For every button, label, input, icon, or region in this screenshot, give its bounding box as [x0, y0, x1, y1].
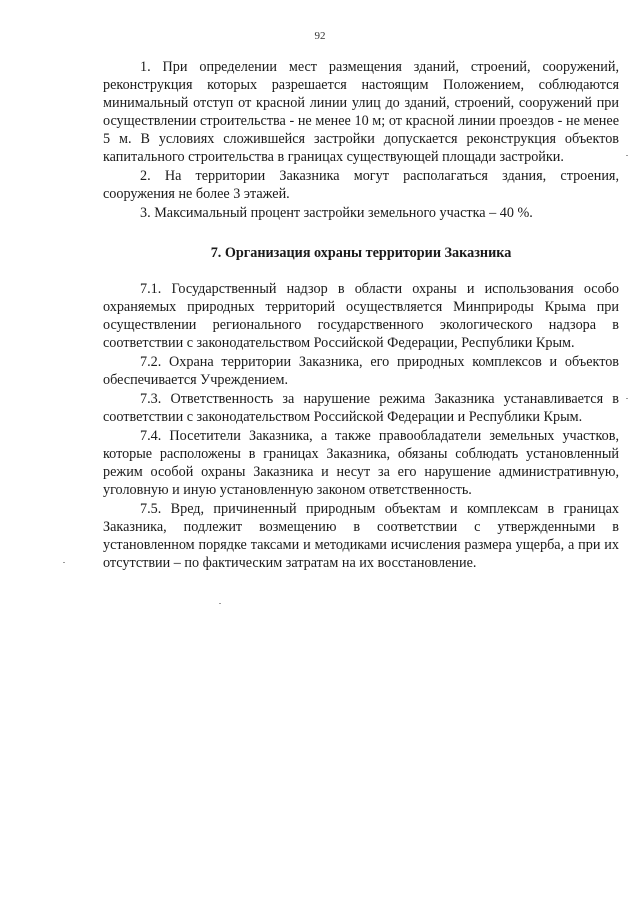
- section-heading: 7. Организация охраны территории Заказника: [210, 245, 512, 261]
- paragraph-7-1: 7.1. Государственный надзор в области охраны и использования особо охраняемых природных территорий осуществляется Минприроды Крыма при осуществлении регионального государственного экологического надзора в соответствии с законодательством Российской Федерации, Республики Крым.: [103, 281, 619, 351]
- document-body: [103, 58, 619, 573]
- paragraph-7-4: 7.4. Посетители Заказника, а также правообладатели земельных участков, которые расположены в границах Заказника, обязаны соблюдать установленный режим особой охраны Заказника и несут за его нарушение административную, уголовную и иную установленную законом ответственность.: [103, 428, 619, 498]
- paragraph-7-2: 7.2. Охрана территории Заказника, его природных комплексов и объектов обеспечивается Учреждением.: [103, 354, 619, 388]
- page-number: 92: [314, 30, 326, 42]
- paragraph-2: 2. На территории Заказника могут располагаться здания, строения, сооружения не более 3 этажей.: [103, 168, 619, 202]
- paragraph-7-3: 7.3. Ответственность за нарушение режима Заказника устанавливается в соответствии с законодательством Российской Федерации и Республики Крым.: [103, 391, 619, 425]
- paragraph-3: 3. Максимальный процент застройки земельного участка – 40 %.: [140, 205, 533, 221]
- scan-speck: [63, 562, 65, 563]
- scan-speck: [219, 603, 221, 604]
- paragraph-1: 1. При определении мест размещения зданий, строений, сооружений, реконструкция которых разрешается настоящим Положением, соблюдаются минимальный отступ от красной линии улиц до зданий, строений, сооружений при осуществлении строительства - не менее 10 м; от красной линии проездов - не менее 5 м. В условиях сложившейся застройки допускается реконструкция объектов капитального строительства в границах существующей площади застройки.: [103, 59, 619, 165]
- scan-speck: [626, 398, 628, 399]
- paragraph-7-5: 7.5. Вред, причиненный природным объектам и комплексам в границах Заказника, подлежит возмещению в соответствии с утвержденными в установленном порядке таксами и методиками исчисления размера ущерба, а при их отсутствии – по фактическим затратам на их восстановление.: [103, 501, 619, 571]
- scan-speck: [626, 155, 628, 156]
